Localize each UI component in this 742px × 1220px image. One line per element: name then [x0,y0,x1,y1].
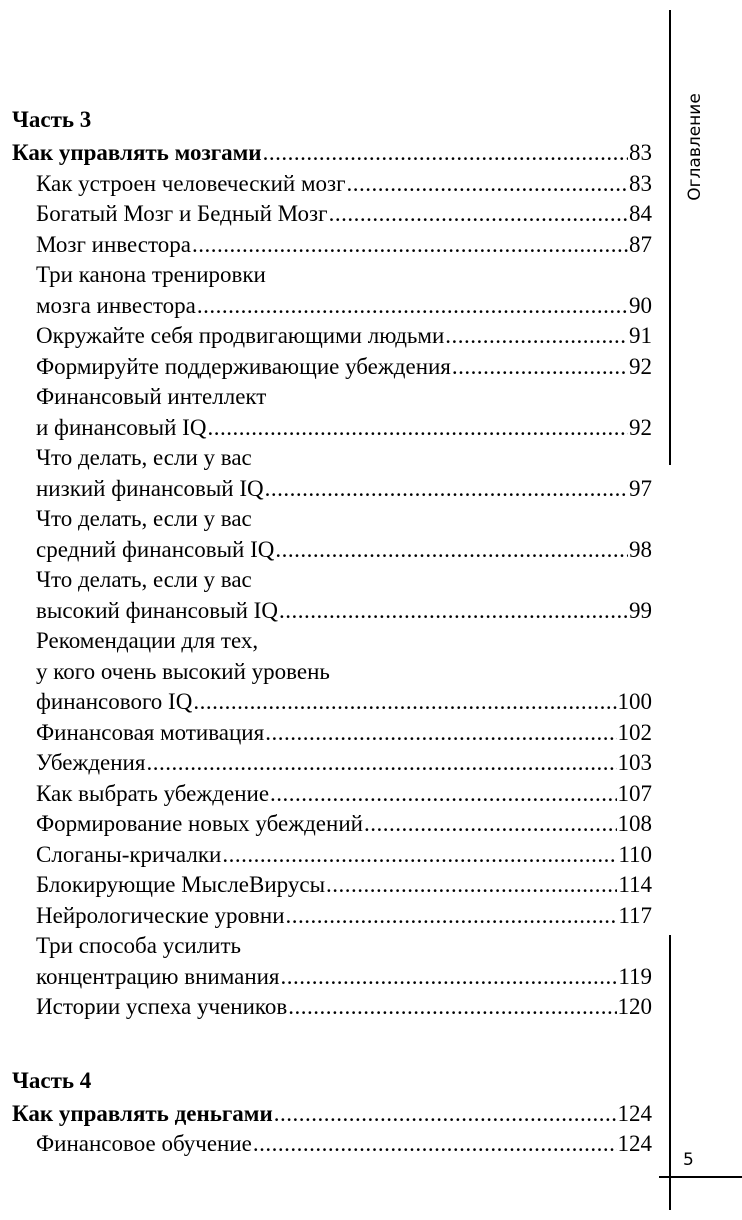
entry-row [12,962,652,993]
table-of-contents [12,106,652,1160]
page-ref: 92 [629,353,652,379]
toc-entry [12,504,652,565]
entry-title: Нейрологические уровни [36,902,285,928]
entry-row [12,1129,652,1160]
entry-title-line: Рекомендации для тех, [36,628,259,653]
entry-title: высокий финансовый IQ [36,597,278,623]
part-3-entries [12,169,652,1023]
page-ref: 108 [617,811,652,836]
toc-entry [12,931,652,992]
toc-entry [12,779,652,810]
toc-entry [12,169,652,200]
chapter-entry [12,138,652,169]
section-gap [12,1023,652,1067]
page-ref: 87 [629,231,652,257]
entry-title: концентрацию внимания [36,963,280,989]
toc-entry [12,1129,652,1160]
dot-leader [265,474,628,505]
entry-title-line: Три канона тренировки [36,262,266,287]
toc-entry [12,840,652,871]
page-ref: 124 [617,1100,652,1126]
page-ref: 91 [629,323,652,348]
side-title-text: Оглавление [685,93,705,201]
page-ref: 83 [629,140,652,165]
page-ref: 90 [629,292,652,318]
entry-title: Блокирующие МыслеВирусы [36,872,326,897]
page-ref: 97 [629,475,652,501]
entry-row [12,535,652,566]
entry-row [12,596,652,627]
entry-title: Формирование новых убеждений [36,811,363,836]
entry-title: Как устроен человеческий мозг [36,170,346,196]
part-3 [12,106,652,1023]
dot-leader [197,291,628,322]
entry-title: и финансовый IQ [36,414,207,440]
toc-entry [12,748,652,779]
page-ref: 83 [629,170,652,196]
dot-leader [263,138,628,169]
part-heading: Часть 4 [12,1067,92,1093]
entry-row [12,687,652,718]
dot-leader [270,779,616,810]
entry-row [12,840,652,871]
entry-row [12,413,652,444]
page-ref: 98 [629,536,652,562]
entry-title-line: Три способа усилить [36,933,242,958]
entry-row [12,748,652,779]
bottom-margin-rule [669,935,671,1210]
dot-leader [274,1099,617,1130]
entry-title: Убеждения [36,750,146,775]
page-ref: 119 [618,963,652,989]
entry-row [12,291,652,322]
entry-row [12,779,652,810]
entry-title: Как выбрать убеждение [36,780,270,806]
entry-title: Истории успеха учеников [36,994,288,1019]
dot-leader [193,687,616,718]
entry-title: Финансовая мотивация [36,719,265,745]
dot-leader [326,870,617,901]
dot-leader [222,840,617,871]
part-heading: Часть 3 [12,107,92,132]
page-ref: 124 [617,1131,652,1156]
entry-row [12,718,652,749]
page-ref: 84 [629,201,652,226]
entry-title-line: у кого очень высокий уровень [36,658,330,684]
page-ref: 100 [617,689,652,714]
entry-row [12,169,652,200]
page-ref: 117 [618,902,652,928]
dot-leader [207,413,628,444]
side-running-title [684,92,706,202]
dot-leader [146,748,616,779]
dot-leader [192,230,628,261]
page-number-rule [659,1176,742,1178]
page-ref: 102 [617,719,652,745]
chapter-title: Как управлять деньгами [12,1100,273,1126]
entry-title: Слоганы-кричалки [36,841,222,867]
toc-entry [12,626,652,718]
toc-entry [12,260,652,321]
toc-entry [12,901,652,932]
page-ref: 114 [618,872,652,897]
entry-row [12,809,652,840]
entry-title: мозга инвестора [36,292,196,318]
dot-leader [281,962,618,993]
dot-leader [275,535,628,566]
chapter-title: Как управлять мозгами [12,140,262,165]
entry-title: Окружайте себя продвигающими людьми [36,323,445,348]
toc-entry [12,382,652,443]
entry-title-line: Что делать, если у вас [36,567,252,592]
page-ref: 107 [617,780,652,806]
dot-leader [288,992,616,1023]
toc-entry [12,199,652,230]
dot-leader [265,718,616,749]
page-ref: 110 [618,841,652,867]
entry-title-line: Что делать, если у вас [36,445,252,470]
dot-leader [253,1129,617,1160]
entry-title-line: Что делать, если у вас [36,506,252,531]
toc-entry [12,230,652,261]
page-ref: 103 [617,750,652,775]
chapter-entry [12,1099,652,1130]
entry-row [12,474,652,505]
toc-entry [12,352,652,383]
entry-title: низкий финансовый IQ [36,475,264,501]
entry-row [12,321,652,352]
dot-leader [445,321,628,352]
entry-row [12,230,652,261]
page-ref: 120 [617,994,652,1019]
dot-leader [279,596,628,627]
page-ref: 92 [629,414,652,440]
toc-entry [12,321,652,352]
part-4-entries [12,1129,652,1160]
dot-leader [286,901,618,932]
entry-title-line: Финансовый интеллект [36,384,267,409]
toc-entry [12,565,652,626]
entry-row [12,870,652,901]
dot-leader [364,809,617,840]
toc-entry [12,443,652,504]
dot-leader [347,169,628,200]
page-ref: 99 [629,597,652,623]
entry-title: Мозг инвестора [36,231,191,257]
toc-entry [12,718,652,749]
entry-row [12,992,652,1023]
entry-title: Финансовое обучение [36,1131,252,1156]
dot-leader [452,352,628,383]
toc-entry [12,992,652,1023]
toc-entry [12,809,652,840]
entry-title: Богатый Мозг и Бедный Мозг [36,201,328,226]
entry-row [12,352,652,383]
top-margin-rule [669,10,671,465]
part-4 [12,1067,652,1160]
entry-title: финансового IQ [36,689,193,714]
page-number: 5 [683,1150,694,1170]
toc-entry [12,870,652,901]
entry-title: Формируйте поддерживающие убеждения [36,353,451,379]
dot-leader [329,199,628,230]
entry-row [12,901,652,932]
entry-row [12,199,652,230]
entry-title: средний финансовый IQ [36,536,275,562]
